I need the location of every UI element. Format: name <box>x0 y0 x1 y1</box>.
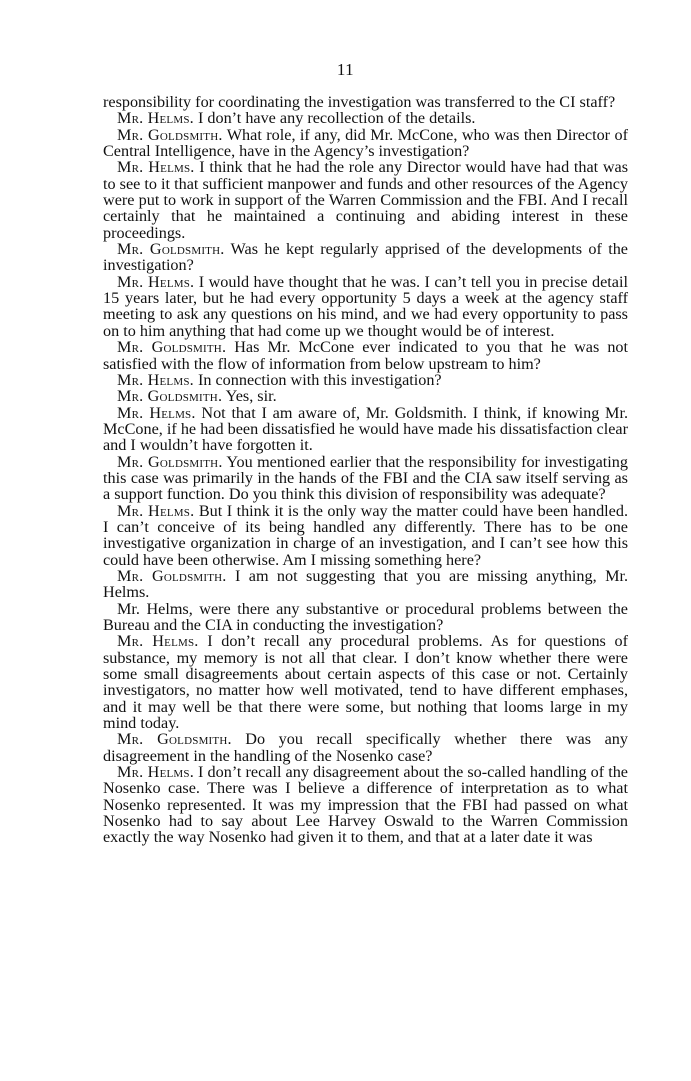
transcript-paragraph <box>103 159 628 241</box>
speaker-label: Mr. Helms. <box>117 501 195 520</box>
transcript-paragraph <box>103 127 628 160</box>
speaker-label: Mr. Goldsmith. <box>117 338 227 357</box>
speaker-label: Mr. Helms. <box>117 763 194 782</box>
speaker-label: Mr. Helms. <box>117 272 195 291</box>
paragraph-text: Not that I am aware of, Mr. Goldsmith. I think, if knowing Mr. McCone, if he had been dissatisfied he would have made his dissatisfaction clear and I wouldn’t have forgotten it. <box>103 403 628 455</box>
speaker-label: Mr. Goldsmith. <box>117 452 223 471</box>
paragraph-text: responsibility for coordinating the investigation was transferred to the CI staff? <box>103 93 616 111</box>
transcript-paragraph <box>103 388 628 404</box>
paragraph-text: I think that he had the role any Director would have had that was to see to it that sufficient manpower and funds and other resources of the Agency were put to work in support of the Warren Commission and the FBI. And I recall certainly that he maintained a continuing and abiding interest in these proceedings. <box>103 158 628 242</box>
paragraph-text: But I think it is the only way the matter could have been handled. I can’t conceive of its being handled any differently. There has to be one investigative organization in charge of an investigation, and I can’t see how this could have been otherwise. Am I missing something here? <box>103 501 628 569</box>
paragraph-text: I would have thought that he was. I can’t tell you in precise detail 15 years later, but he had every opportunity 5 days a week at the agency staff meeting to ask any questions on his mind, and we had every opportunity to pass on to him anything that had come up we thought would be of interest. <box>103 272 628 340</box>
transcript-paragraph <box>103 731 628 764</box>
transcript-paragraph <box>103 633 628 731</box>
transcript-paragraph <box>103 372 628 388</box>
speaker-label: Mr. Goldsmith. <box>117 387 223 406</box>
transcript-paragraph <box>103 568 628 601</box>
transcript-body <box>103 94 628 846</box>
speaker-label: Mr. Goldsmith. <box>117 566 227 585</box>
speaker-label: Mr. Helms. <box>117 403 196 422</box>
transcript-paragraph <box>103 454 628 503</box>
paragraph-text: I am not suggesting that you are missing anything, Mr. Helms. <box>103 566 629 602</box>
paragraph-text: What role, if any, did Mr. McCone, who was then Director of Central Intelligence, have in the Agency’s investigation? <box>103 125 628 161</box>
speaker-label: Mr. Goldsmith. <box>117 240 225 259</box>
transcript-paragraph <box>103 601 628 634</box>
transcript-paragraph <box>103 503 628 568</box>
paragraph-text: In connection with this investigation? <box>193 370 442 389</box>
transcript-paragraph <box>103 274 628 339</box>
speaker-label: Mr. Goldsmith. <box>117 730 232 749</box>
paragraph-text: Do you recall specifically whether there was any disagreement in the handling of the Nosenko case? <box>103 730 628 765</box>
transcript-paragraph <box>103 110 628 126</box>
speaker-label: Mr. Goldsmith. <box>117 125 223 144</box>
speaker-label: Mr. Helms. <box>117 109 194 128</box>
page-number: 11 <box>336 60 355 79</box>
paragraph-text: Was he kept regularly apprised of the developments of the investigation? <box>103 240 628 275</box>
transcript-paragraph <box>103 339 628 372</box>
paragraph-text: You mentioned earlier that the responsibility for investigating this case was primarily in the hands of the FBI and the CIA saw itself serving as a support function. Do you think this division of responsibility was adequate? <box>103 452 628 504</box>
paragraph-text: I don’t recall any disagreement about the so-called handling of the Nosenko case. There was I believe a difference of interpretation as to what Nosenko represented. It was my impression that the FBI had passed on what Nosenko had to say about Lee Harvey Oswald to the Warren Commission exactly the way Nosenko had given it to them, and that at a later date it was <box>103 763 628 847</box>
paragraph-text: I don’t recall any procedural problems. As for questions of substance, my memory is not all that clear. I don’t know whether there were some small disagreements about certain aspects of this case or not. Certainly investigators, no matter how well motivated, tend to have different emphases, and it may well be that there were some, but nothing that looms large in my mind today. <box>103 632 628 733</box>
transcript-paragraph <box>103 764 628 846</box>
transcript-paragraph <box>103 94 628 110</box>
paragraph-text: Has Mr. McCone ever indicated to you that he was not satisfied with the flow of information from below upstream to him? <box>103 338 628 373</box>
paragraph-text: I don’t have any recollection of the details. <box>193 109 476 128</box>
speaker-label: Mr. Helms. <box>117 370 194 389</box>
transcript-paragraph <box>103 241 628 274</box>
transcript-paragraph <box>103 405 628 454</box>
paragraph-text: Mr. Helms, were there any substantive or procedural problems between the Bureau and the CIA in conducting the investigation? <box>103 599 628 634</box>
speaker-label: Mr. Helms. <box>117 158 195 177</box>
paragraph-text: Yes, sir. <box>222 387 277 406</box>
speaker-label: Mr. Helms. <box>117 632 199 651</box>
